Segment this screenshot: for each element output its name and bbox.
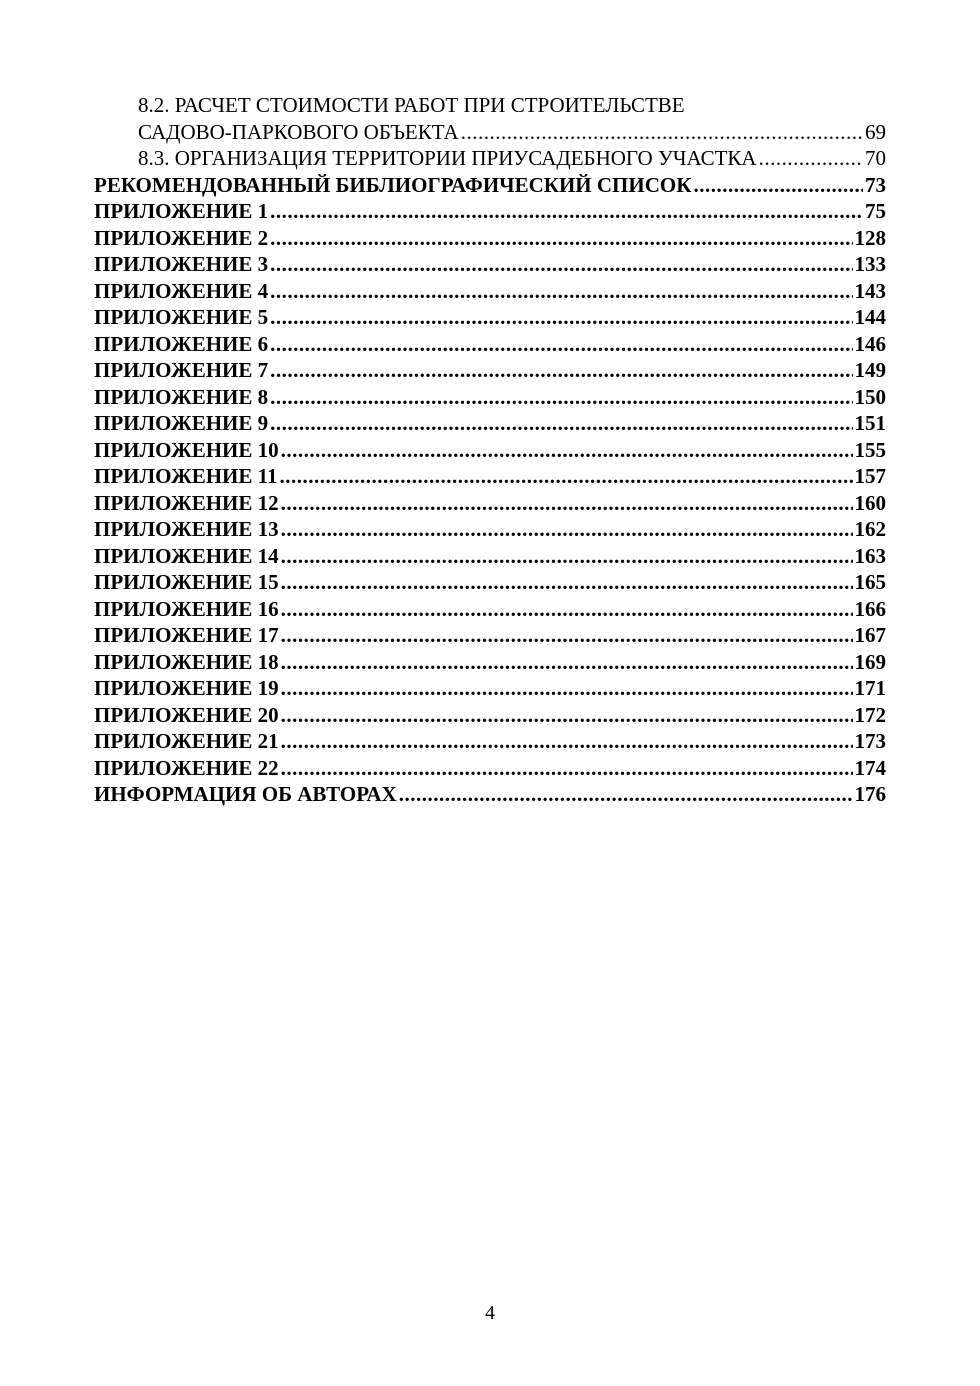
toc-entry[interactable]	[94, 543, 886, 570]
toc-entry-page: 150	[854, 384, 886, 409]
toc-entry-page: 172	[854, 702, 886, 727]
toc-leader-dots	[693, 172, 863, 199]
toc-entry[interactable]	[94, 225, 886, 252]
toc-entry[interactable]	[94, 198, 886, 225]
toc-entry-page: 75	[865, 199, 886, 223]
toc-entry-page: 143	[854, 278, 886, 303]
toc-leader-dots	[461, 119, 863, 146]
page-number: 4	[485, 1302, 495, 1324]
toc-entry[interactable]	[94, 145, 886, 172]
toc-entries	[94, 119, 886, 808]
toc-leader-dots	[270, 251, 852, 278]
toc-entry[interactable]	[94, 755, 886, 782]
toc-entry-title: ИНФОРМАЦИЯ ОБ АВТОРАХ	[94, 782, 397, 806]
toc-entry-title: ПРИЛОЖЕНИЕ 16	[94, 596, 279, 621]
toc-entry-title: ПРИЛОЖЕНИЕ 19	[94, 676, 279, 700]
toc-leader-dots	[281, 728, 853, 755]
toc-leader-dots	[280, 463, 853, 490]
toc-entry[interactable]	[94, 331, 886, 358]
toc-entry[interactable]	[94, 490, 886, 517]
toc-entry-continuation	[94, 92, 886, 119]
toc-leader-dots	[281, 437, 853, 464]
toc-entry-title: ПРИЛОЖЕНИЕ 1	[94, 199, 269, 223]
toc-entry-title: ПРИЛОЖЕНИЕ 4	[94, 278, 269, 303]
toc-entry[interactable]	[94, 596, 886, 623]
toc-entry-title: ПРИЛОЖЕНИЕ 13	[94, 517, 279, 541]
toc-entry-title: ПРИЛОЖЕНИЕ 10	[94, 437, 279, 462]
toc-entry-page: 157	[854, 464, 886, 488]
toc-leader-dots	[281, 755, 853, 782]
toc-entry-page: 165	[854, 570, 886, 594]
toc-entry[interactable]	[94, 251, 886, 278]
toc-leader-dots	[399, 781, 853, 808]
toc-entry[interactable]	[94, 384, 886, 411]
toc-entry-page: 166	[854, 596, 886, 621]
toc-entry-title: ПРИЛОЖЕНИЕ 18	[94, 649, 279, 674]
toc-entry-title: 8.3. ОРГАНИЗАЦИЯ ТЕРРИТОРИИ ПРИУСАДЕБНОГО УЧАСТКА	[138, 146, 757, 170]
toc-entry-title: ПРИЛОЖЕНИЕ 12	[94, 490, 279, 515]
toc-entry[interactable]	[94, 569, 886, 596]
toc-leader-dots	[281, 622, 853, 649]
toc-leader-dots	[281, 649, 853, 676]
toc-entry[interactable]	[94, 675, 886, 702]
toc-leader-dots	[270, 410, 852, 437]
toc-leader-dots	[270, 331, 852, 358]
toc-entry-title: ПРИЛОЖЕНИЕ 6	[94, 331, 269, 356]
toc-leader-dots	[281, 675, 853, 702]
toc-entry-page: 146	[854, 331, 886, 356]
toc-leader-dots	[281, 543, 853, 570]
toc-entry-page: 73	[865, 172, 886, 197]
toc-entry-title: ПРИЛОЖЕНИЕ 5	[94, 305, 269, 329]
toc-entry-title: ПРИЛОЖЕНИЕ 20	[94, 702, 279, 727]
toc-entry-title: ПРИЛОЖЕНИЕ 7	[94, 358, 269, 382]
toc-entry-page: 149	[854, 358, 886, 382]
toc-entry-page: 155	[854, 437, 886, 462]
toc-leader-dots	[281, 490, 853, 517]
toc-entry[interactable]	[94, 410, 886, 437]
toc-leader-dots	[281, 516, 853, 543]
toc-entry-title: ПРИЛОЖЕНИЕ 11	[94, 464, 278, 488]
toc-entry-page: 69	[865, 119, 886, 144]
table-of-contents	[94, 92, 886, 808]
toc-entry-page: 144	[854, 305, 886, 329]
toc-entry-title: ПРИЛОЖЕНИЕ 15	[94, 570, 279, 594]
toc-leader-dots	[270, 198, 863, 225]
toc-entry-title: ПРИЛОЖЕНИЕ 9	[94, 411, 269, 435]
toc-entry-title: РЕКОМЕНДОВАННЫЙ БИБЛИОГРАФИЧЕСКИЙ СПИСОК	[94, 172, 692, 197]
toc-entry-page: 174	[854, 755, 886, 780]
toc-entry-title: ПРИЛОЖЕНИЕ 17	[94, 623, 279, 647]
toc-entry-page: 151	[854, 411, 886, 435]
toc-entry[interactable]	[94, 357, 886, 384]
toc-entry[interactable]	[94, 781, 886, 808]
toc-leader-dots	[270, 225, 852, 252]
toc-leader-dots	[270, 304, 852, 331]
toc-entry-title: 8.2. РАСЧЕТ СТОИМОСТИ РАБОТ ПРИ СТРОИТЕЛЬСТВЕ	[138, 93, 685, 117]
toc-leader-dots	[759, 145, 863, 172]
toc-entry[interactable]	[94, 172, 886, 199]
toc-entry-page: 176	[854, 782, 886, 806]
toc-entry[interactable]	[94, 516, 886, 543]
toc-leader-dots	[270, 278, 852, 305]
toc-entry-page: 167	[854, 623, 886, 647]
toc-entry-title: ПРИЛОЖЕНИЕ 3	[94, 252, 269, 276]
toc-entry[interactable]	[94, 649, 886, 676]
toc-entry-page: 162	[854, 517, 886, 541]
toc-entry[interactable]	[94, 622, 886, 649]
toc-entry-page: 169	[854, 649, 886, 674]
toc-entry[interactable]	[94, 278, 886, 305]
toc-entry-title: ПРИЛОЖЕНИЕ 22	[94, 755, 279, 780]
toc-entry-page: 133	[854, 252, 886, 276]
toc-entry[interactable]	[94, 304, 886, 331]
toc-entry-page: 163	[854, 543, 886, 568]
toc-leader-dots	[281, 569, 853, 596]
toc-entry-page: 173	[854, 729, 886, 753]
toc-entry-page: 128	[854, 225, 886, 250]
toc-entry[interactable]	[94, 728, 886, 755]
toc-entry[interactable]	[94, 437, 886, 464]
toc-entry-title: ПРИЛОЖЕНИЕ 2	[94, 225, 269, 250]
toc-entry-page: 70	[865, 146, 886, 170]
toc-entry-title: ПРИЛОЖЕНИЕ 21	[94, 729, 279, 753]
toc-entry[interactable]	[94, 702, 886, 729]
toc-entry-title: ПРИЛОЖЕНИЕ 14	[94, 543, 279, 568]
toc-entry-title: САДОВО-ПАРКОВОГО ОБЪЕКТА	[138, 119, 459, 144]
toc-leader-dots	[270, 357, 852, 384]
toc-entry-title: ПРИЛОЖЕНИЕ 8	[94, 384, 269, 409]
toc-leader-dots	[270, 384, 852, 411]
toc-entry[interactable]	[94, 119, 886, 146]
toc-entry[interactable]	[94, 463, 886, 490]
toc-leader-dots	[281, 702, 853, 729]
toc-entry-page: 160	[854, 490, 886, 515]
toc-entry-page: 171	[854, 676, 886, 700]
toc-leader-dots	[281, 596, 853, 623]
